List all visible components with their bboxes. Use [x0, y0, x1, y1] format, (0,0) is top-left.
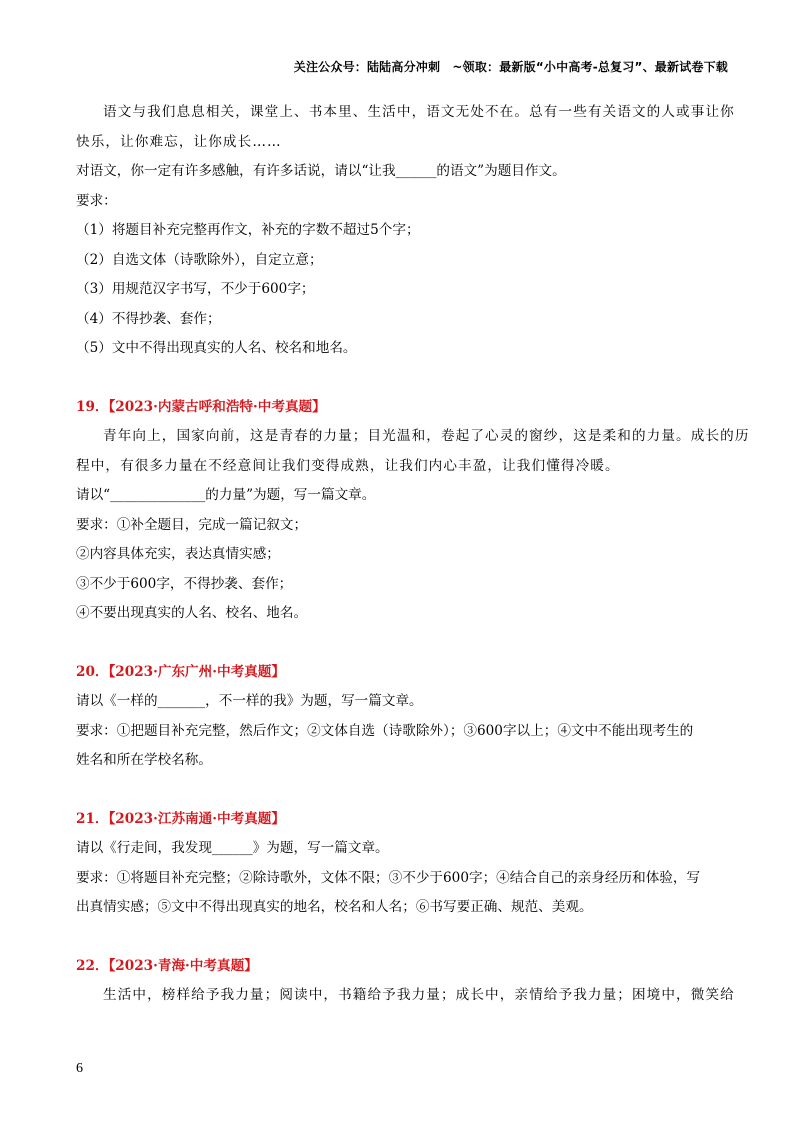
requirement-line: 要求：①将题目补充完整；②除诗歌外，文体不限；③不少于600字；④结合自己的亲身经历和体验，写: [76, 869, 701, 886]
page-header: 关注公众号：陆陆高分冲刺 ~领取：最新版“小中高考-总复习”、最新试卷下载: [293, 60, 728, 74]
question-22: [76, 952, 735, 1011]
requirement-item: （5）文中不得出现真实的人名、校名和地名。: [76, 340, 357, 356]
question-prompt: 请以“______________的力量”为题，写一篇文章。: [76, 487, 376, 503]
question-prompt: 请以《行走间，我发现______》为题，写一篇文章。: [76, 840, 389, 856]
spacer: [76, 776, 726, 805]
requirement-item: （4）不得抄袭、套作；: [76, 310, 221, 327]
spacer: [76, 364, 726, 393]
requirement-line: 姓名和所在学校名称。: [76, 752, 212, 768]
requirements-label: 要求：: [76, 192, 117, 209]
requirement-item: ④不要出现真实的人名、校名、地名。: [76, 605, 308, 621]
requirement-item: （1）将题目补充完整再作文，补充的字数不超过5个字；: [76, 222, 420, 238]
question-21: [76, 805, 726, 923]
requirement-item: ②内容具体充实，表达真情实感；: [76, 546, 280, 562]
question-title: 21．【2023·江苏南通·中考真题】: [76, 810, 285, 827]
requirement-item: 要求：①补全题目，完成一篇记叙文；: [76, 516, 308, 533]
question-title: 22．【2023·青海·中考真题】: [76, 957, 258, 974]
intro-paragraph-line: 快乐，让你难忘，让你成长……: [76, 133, 282, 150]
question-paragraph-line: 青年向上，国家向前，这是青春的力量；目光温和，卷起了心灵的窗纱，这是柔和的力量。成长的历: [103, 428, 750, 444]
page-content: [76, 98, 750, 1011]
question-20: [76, 658, 726, 776]
requirement-item: （2）自选文体（诗歌除外），自定立意；: [76, 251, 323, 268]
question-paragraph-line: 生活中，榜样给予我力量；阅读中，书籍给予我力量；成长中，亲情给予我力量；困境中，微笑给: [103, 987, 735, 1003]
requirement-item: （3）用规范汉字书写，不少于600字；: [76, 281, 315, 297]
question-19: [76, 393, 750, 629]
page-number: 6: [76, 1061, 83, 1076]
intro-section: [76, 98, 735, 364]
requirement-item: ③不少于600字，不得抄袭、套作；: [76, 575, 293, 592]
question-prompt: 请以《一样的_______，不一样的我》为题，写一篇文章。: [76, 693, 423, 709]
question-paragraph-line: 程中，有很多力量在不经意间让我们变得成熟，让我们内心丰盈，让我们懂得冷暖。: [76, 457, 620, 474]
question-title: 19．【2023·内蒙古呼和浩特·中考真题】: [76, 398, 326, 415]
spacer: [76, 923, 726, 952]
spacer: [76, 629, 726, 658]
intro-prompt: 对语文，你一定有许多感触，有许多话说，请以“让我______的语文”为题目作文。: [76, 163, 566, 179]
intro-paragraph-line: 语文与我们息息相关，课堂上、书本里、生活中，语文无处不在。总有一些有关语文的人或事让你: [103, 104, 735, 120]
question-title: 20．【2023·广东广州·中考真题】: [76, 663, 285, 680]
requirement-line: 出真情实感；⑤文中不得出现真实的地名，校名和人名；⑥书写要正确、规范、美观。: [76, 899, 593, 915]
requirement-line: 要求：①把题目补充完整，然后作文；②文体自选（诗歌除外）；③600字以上；④文中不能出现考生的: [76, 722, 694, 739]
